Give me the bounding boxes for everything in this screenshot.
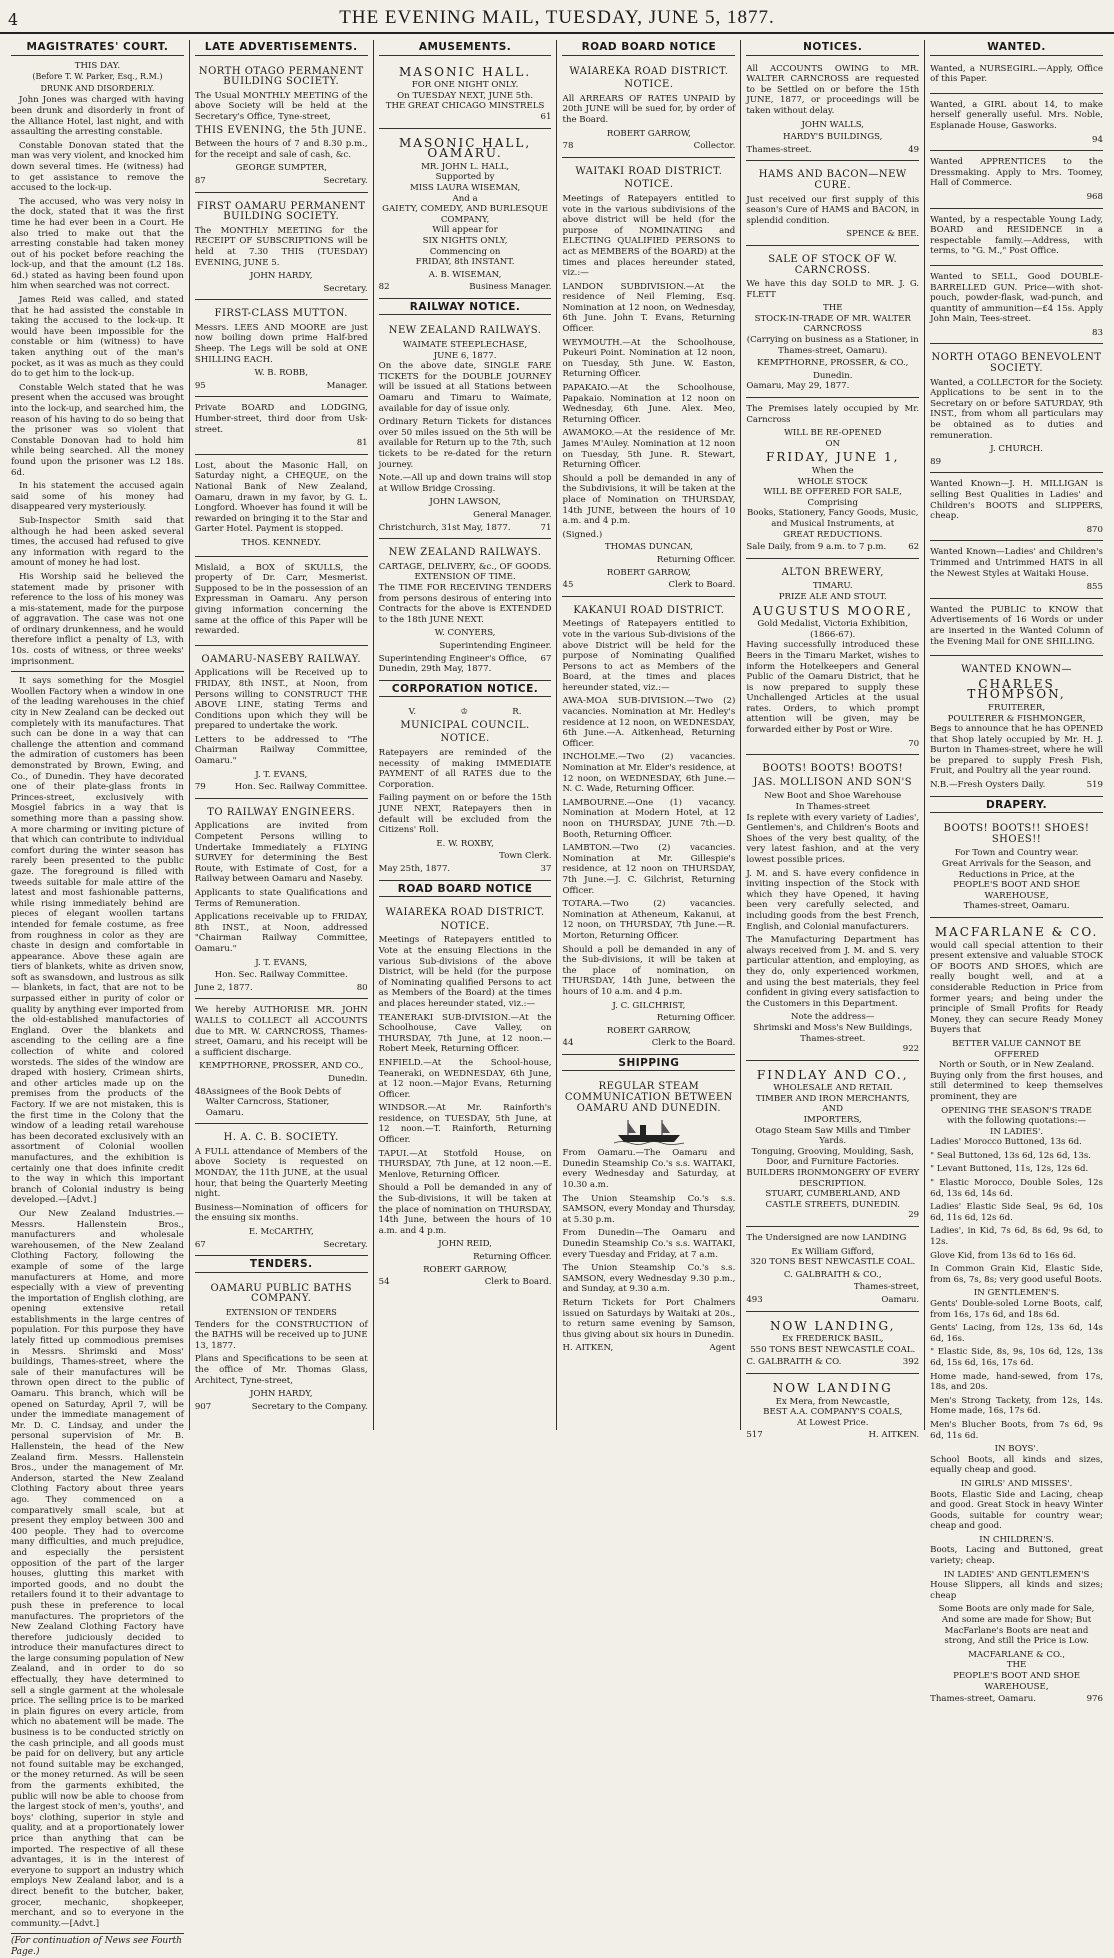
section-heading-shipping: SHIPPING [562, 1058, 735, 1072]
column-late-advertisements [189, 40, 373, 1430]
ad-girl: Wanted, a GIRL about 14, to make herself generally useful. Mrs. Noble, Esplanade House, Gasworks. 94 [930, 97, 1103, 151]
ad-waimate-steeplechase: NEW ZEALAND RAILWAYS. WAIMATE STEEPLECHASE, JUNE 6, 1877. On the above date, SINGLE FARE TICKETS for the DOUBLE JOURNEY will be issued at all Stations between Oamaru and Timaru to Waimate, available for day of issue only. Ordinary Return Tickets for distances over 50 miles issued on the 5th will be available for Return up to the 7th, such tickets to be re-dated for the return journey. Note.—All up and down trains will stop at Willow Bridge Crossing. JOHN LAWSON, General Manager. Christchurch, 31st May, 1877. 71 [379, 320, 552, 539]
ad-first-oamaru-building: FIRST OAMARU PERMANENT BUILDING SOCIETY. The MONTHLY MEETING for the RECEIPT OF SUBSCRIPTIONS will be held at 7.30 THIS (TUESDAY) EVENING, JUNE 5. JOHN HARDY, Secretary. [195, 196, 368, 301]
column-wanted [924, 40, 1108, 1705]
price-list [930, 1299, 1103, 1441]
subdivision-item: AWAMOKO.—At the residence of Mr. James M'Auley. Nomination at 12 noon on Tuesday, 5th June. R. Stewart, Returning Officer. [562, 428, 736, 471]
subdivision-item: ENFIELD.—At the School-house, Teaneraki, on WEDNESDAY, 6th June, at 12 noon.—Major Evans, Returning Officer. [378, 1057, 552, 1100]
footnote: (For continuation of News see Fourth Page.) [11, 1933, 184, 1957]
ad-steam-communication: REGULAR STEAM COMMUNICATION BETWEEN OAMARU AND DUNEDIN. From Oamaru.—The Oamaru and Dunedin Steamship Co.'s s.s. WAITAKI, every Wednesday and Saturday, at 10.30 a.m. The Union Steamship Co.'s s.s. SAMSON, every Monday and Thursday, at 5.30 p.m. From Dunedin—The Oamaru and Dunedin Steamship Co.'s s.s. WAITAKI, every Tuesday and Friday, at 7 a.m. The Union Steamship Co.'s s.s. SAMSON, every Wednesday 9.30 p.m., and Sunday, at 9.30 a.m. Return Tickets for Port Chalmers issued on Saturdays by Waitaki at 20s., to return same evening by Samson, thus giving about six hours in Dunedin. H. AITKEN, Agent [562, 1081, 736, 1354]
ad-hams-bacon: HAMS AND BACON—NEW CURE. Just received our first supply of this season's Cure of HAMS and BACON, in splendid condition. SPENCE & BEE. [746, 164, 919, 246]
price-item: Men's Blucher Boots, from 7s 6d, 9s 6d, 11s 6d. [930, 1419, 1103, 1441]
ad-board-lodging: Private BOARD and LODGING, Humber-street, third door from Usk-street. 81 [195, 400, 368, 454]
report-paragraph: Constable Welch stated that he was present when the accused was brought into the lock-up, and searched him, the reason of his having to do so being that the prisoner was so violent that Constable Donovan had to hold him while being searched. All the money found upon the prisoner was L2 18s. 6d. [11, 382, 184, 478]
ad-coal-mera: NOW LANDING Ex Mera, from Newcastle, BEST A.A. COMPANY'S COALS, At Lowest Price. 517 H. AITKEN. [746, 1380, 920, 1441]
price-item: " Seal Buttoned, 13s 6d, 12s 6d, 13s. [930, 1150, 1092, 1161]
ad-accounts-owing: All ACCOUNTS OWING to MR. WALTER CARNCROSS are requested to be Settled on or before the 15th JUNE, 1877, or proceedings will be taken without delay. JOHN WALLS, HARDY'S BUILDINGS, Thames-street. 49 [746, 61, 919, 162]
section-heading-corporation: CORPORATION NOTICE. [379, 684, 552, 698]
subdivision-item: TAPUI.—At Stotfold House, on THURSDAY, 7th June, at 12 noon.—E. Menlove, Returning Officer. [378, 1148, 552, 1180]
ad-apprentices: Wanted APPRENTICES to the Dressmaking. Apply to Mrs. Toomey, Hall of Commerce. 968 [930, 154, 1103, 208]
news-items [11, 676, 184, 1929]
section-heading: ROAD BOARD NOTICE [562, 42, 735, 56]
section-heading-tenders: TENDERS. [195, 1259, 368, 1273]
ad-alton-brewery: ALTON BREWERY, TIMARU. PRIZE ALE AND STOUT. AUGUSTUS MOORE, Gold Medalist, Victoria Exhibition, (1866-67). Having successfully introduced these Beers in the Timaru Market, wishes to inform the Hotelkeepers and General Public of the Oamaru District, that he is now prepared to supply these Unchallenged Articles at the usual rates. Orders, to which prompt attention will be given, may be forwarded either by Post or Wire. 70 [746, 562, 919, 756]
price-item: Glove Kid, from 13s 6d to 16s 6d. [930, 1250, 1076, 1261]
ad-municipal-council: V. ♔ R. MUNICIPAL COUNCIL. NOTICE. Ratepayers are reminded of the necessity of making IMMEDIATE PAYMENT of all RATES due to the Corporation. Failing payment on or before the 15th JUNE NEXT, Ratepayers then in default will be excluded from the Citizens' Roll. E. W. ROXBY, Town Clerk. May 25th, 1877. 37 [379, 702, 552, 880]
report-paragraph: James Reid was called, and stated that he had assisted the constable in taking the accused to the lock-up. It would have been impossible for the constable or him (witness) to have taken anything out of the man's pocket, as it was as much as they could do to get him to the lock-up. [11, 295, 184, 380]
ad-hacb-society: H. A. C. B. SOCIETY. A FULL attendance of Members of the above Society is requested on MONDAY, the 11th JUNE, at the usual hour, that being the Quarterly Meeting night. Business—Nomination of officers for the ensuing six months. E. McCARTHY, 67 Secretary. [195, 1127, 368, 1256]
page-number: 4 [8, 10, 19, 29]
news-paragraph: Our New Zealand Industries.—Messrs. Hallenstein Bros., manufacturers and wholesale warehousemen, of the New Zealand Clothing Factory, following the example of some of the large manufacturers at Home, and more especially with a view of preventing the importation of English clothing, are opening extensive retail establishments in the large centres of population. For this purpose they have lately fitted up commodious premises in Messrs. Shrimski and Moss' buildings, Thames-street, where the sale of their manufactures will be thrown open direct to the public of Oamaru. This branch, which will be opened on Saturday, April 7, will be under the immediate management of Mr. D. C. Lindsay, and under the personal supervision of Mr. B. Hallenstein, the head of the New Zealand firm. Messrs. Hallenstein Bros., under the management of Mr. Anderson, started the New Zealand Clothing Factory about three years ago. They commenced on a comparatively small scale, but at present they employ between 300 and 400 people. They had to overcome many difficulties, and much prejudice, and especially the persistent opposition of the part of the larger houses, glutting this market with imported goods, and no doubt the retailers found it to their advantage to push these in preference to local manufactures. The proprietors of the New Zealand Clothing Factory have therefore judiciously decided to introduce their manufactures direct to the large consuming population of New Zealand, and in order to do so effectually, they have determined to sell a single garment at the wholesale price. The selling price is to be marked in plain figures on every article, from which no abatement will be made. The business is to be conducted strictly on the cash principle, and all goods must be paid for on delivery, but any article not found suitable may be exchanged, or the money returned. As will be seen from the garments exhibited, the public will now be able to choose from the largest stock of men's, youths', and boys' clothing, superior in style and quality, and at a proportionately lower price than anything that can be imported. The respective of all these advantages, it is in the interest of everyone to support an industry which employs New Zealand labor, and is a direct benefit to the butcher, baker, grocer, mechanic, shopkeeper, merchant, and so to everyone in the community.—[Advt.] [11, 1208, 184, 1929]
ad-charles-thompson: WANTED KNOWN— CHARLES THOMPSON, FRUITERER, POULTERER & FISHMONGER, Begs to announce that he has OPENED that Shop lately occupied by Mr. H. J. Burton in Thames-street, where he will be prepared to supply Fresh Fish, Fruit, and Poultry all the year round. N.B.—Fresh Oysters Daily. 519 [930, 659, 1103, 797]
ad-mislaid-skulls: Mislaid, a BOX of SKULLS, the property of Dr. Carr, Mesmerist. Supposed to be in the possession of an Expressman in Oamaru. Any person giving information concerning the same at the office of this Paper will be rewarded. [195, 560, 368, 646]
masthead [0, 0, 1114, 34]
report-paragraph: John Jones was charged with having been drunk and disorderly in front of the Alliance Hotel, last night, and with assaulting the arresting constable. [11, 95, 184, 138]
ad-north-otago-building: NORTH OTAGO PERMANENT BUILDING SOCIETY. The Usual MONTHLY MEETING of the above Society will be held at the Secretary's Office, Tyne-street, THIS EVENING, the 5th JUNE. Between the hours of 7 and 8.30 p.m., for the receipt and sale of cash, &c. GEORGE SUMPTER, 87 Secretary. [195, 61, 368, 193]
subdivision-list [562, 696, 735, 941]
report-paragraph: The accused, who was very noisy in the dock, stated that it was the first time he had ever been in a Court. He also tried to make out that the arresting constable had taken money out of his pocket before reaching the lock-up, and that the amount (L2 18s. 6d.) stated as having been found upon him when searched was not correct. [11, 196, 184, 292]
column-road-board [556, 40, 740, 1430]
report-paragraph: His Worship said he believed the statement made by prisoner with reference to the loss of his money was a mis-statement, made for the purpose of aggravation. The case was not one of ordinary drunkenness, and he would therefore inflict a penalty of L3, with 10s. costs of witness, or three weeks' imprisonment. [11, 571, 184, 667]
subdivision-item: INCHOLME.—Two (2) vacancies. Nomination at Mr. Elder's residence, at 12 noon, on WEDNESDAY, 6th June.—N. C. Wade, Returning Officer. [562, 752, 736, 795]
before-line: (Before T. W. Parker, Esq., R.M.) [32, 72, 163, 82]
ad-gun: Wanted to SELL, Good DOUBLE-BARRELLED GUN. Price—with shot-pouch, powder-flask, wad-punch, and quantity of ammunition—£4 15s. Apply John Main, Tees-street. 83 [930, 269, 1103, 345]
divider [11, 671, 184, 672]
ad-hats: Wanted Known—Ladies' and Children's Trimmed and Untrimmed HATS in all the Newest Styles at Waitaki House. 855 [930, 544, 1103, 598]
ad-waiareka-meetings: WAIAREKA ROAD DISTRICT. NOTICE. Meetings of Ratepayers entitled to Vote at the ensuing Elections in the various Sub-divisions of the above District, will be held (for the purpose of Nominating qualified Persons to act as Members of the Board) at the times and places hereunder stated, viz.:— TEANERAKI SUB-DIVISION.—At the Schoolhouse, Cave Valley, on THURSDAY, 7th June, at 12 noon.—Robert Meek, Returning Officer. ENFIELD.—At the School-house, Teaneraki, on WEDNESDAY, 6th June, at 12 noon.—Major Evans, Returning Officer. WINDSOR.—At Mr. Rainforth's residence, on TUESDAY, 5th June, at 12 noon.—T. Rainforth, Returning Officer. TAPUI.—At Stotfold House, on THURSDAY, 7th June, at 12 noon.—E. Menlove, Returning Officer. Should a Poll be demanded in any of the Sub-divisions, it will be taken at the place of nomination on THURSDAY, 14th June, between the hours of 10 a.m. and 4 p.m. JOHN REID, Returning Officer. ROBERT GARROW, 54 Clerk to Board. [378, 907, 552, 1288]
ad-wanted-public: Wanted the PUBLIC to KNOW that Advertisements of 16 Words or under are inserted in the Wanted Column of the Evening Mail for ONE SHILLING. [930, 602, 1103, 656]
price-list [930, 1137, 1103, 1285]
steamship-icon [614, 1118, 684, 1144]
subdivision-item: WEYMOUTH.—At the Schoolhouse, Pukeuri Point. Nomination at 12 noon, on Tuesday, 5th June. W. Easton, Returning Officer. [562, 337, 736, 380]
price-item: Ladies' Elastic Side Seal, 9s 6d, 10s 6d, 11s 6d, 12s 6d. [930, 1202, 1103, 1223]
ad-public-baths: OAMARU PUBLIC BATHS COMPANY. EXTENSION OF TENDERS Tenders for the CONSTRUCTION of the BATHS will be received up to JUNE 13, 1877. Plans and Specifications to be seen at the office of Mr. Thomas Glass, Architect, Tyne-street, JOHN HARDY, 907 Secretary to the Company. [194, 1282, 368, 1412]
ad-mollison-boots: BOOTS! BOOTS! BOOTS! JAS. MOLLISON AND SON'S New Boot and Shoe Warehouse In Thames-street Is replete with every variety of Ladies', Gentlemen's, and Children's Boots and Shoes of the very best quality, of the very latest fashion, and at the very lowest possible prices. J. M. and S. have every confidence in inviting inspection of the Stock with which they have Opened, it having been very carefully selected, and including goods from the best French, English, and Colonial manufacturers. The Manufacturing Department has always received from J. M. and S. very particular attention, and employing, as they do, only experienced workmen, and using the best materials, they feel confident in giving every satisfaction to the Customers in this Department. Note the address— Shrimski and Moss's New Buildings, Thames-street. 922 [746, 758, 919, 1060]
price-item: " Levant Buttoned, 11s, 12s, 12s 6d. [930, 1164, 1089, 1175]
price-item: Ladies' Morocco Buttoned, 13s 6d. [930, 1137, 1082, 1148]
ad-coal-basil: NOW LANDING, Ex FREDERICK BASIL, 550 TONS BEST NEWCASTLE COAL. C. GALBRAITH & CO. 392 [746, 1315, 919, 1374]
this-day: THIS DAY. [74, 60, 121, 71]
price-item: " Elastic Side, 8s, 9s, 10s 6d, 12s, 13s 6d, 15s 6d, 16s, 17s 6d. [930, 1347, 1103, 1368]
ad-premises-reopened: The Premises lately occupied by Mr. Carncross WILL BE RE-OPENED ON FRIDAY, JUNE 1, When the WHOLE STOCK WILL BE OFFERED FOR SALE, Comprising Books, Stationery, Fancy Goods, Music, and Musical Instruments, at GREAT REDUCTIONS. Sale Daily, from 9 a.m. to 7 p.m. 62 [746, 401, 919, 559]
subdivision-item: TOTARA.—Two (2) vacancies. Nomination at Atheneum, Kakanui, at 12 noon, on THURSDAY, 7th June.—R. Morton, Returning Officer. [562, 899, 736, 941]
price-item: Home made, hand-sewed, from 17s, 18s, and 20s. [930, 1371, 1103, 1393]
ad-chicago-minstrels: MASONIC HALL. FOR ONE NIGHT ONLY. On TUESDAY NEXT, JUNE 5th. THE GREAT CHICAGO MINSTRELS 61 [379, 61, 552, 129]
subdivision-item: LAMBTON.—Two (2) vacancies. Nomination at Mr. Gillespie's residence, at 12 noon on THURSDAY, 7th June.—J. C. Gilchrist, Returning Officer. [562, 843, 736, 896]
report-paragraph: Constable Donovan stated that the man was very violent, and knocked him down several times. He (witness) had to get assistance to remove the accused to the lock-up. [11, 140, 184, 194]
ad-waitaki-road: WAITAKI ROAD DISTRICT. NOTICE. Meetings of Ratepayers entitled to vote in the various subdivisions of the above district will be held (for the purpose of NOMINATING and ELECTING QUALIFIED PERSONS to act as MEMBERS of the BOARD) at the times and places hereunder stated, viz.:— LANDON SUBDIVISION.—At the residence of Neil Fleming, Esq. Nomination at 12 noon, on Wednesday, 6th June. John T. Evans, Returning Officer. WEYMOUTH.—At the Schoolhouse, Pukeuri Point. Nomination at 12 noon, on Tuesday, 5th June. W. Easton, Returning Officer. PAPAKAIO.—At the Schoolhouse, Papakaio. Nomination at 12 noon on Wednesday, 6th June. Alex. Meo, Returning Officer. AWAMOKO.—At the residence of Mr. James M'Auley. Nomination at 12 noon on Tuesday, 5th June. R. Stewart, Returning Officer. Should a poll be demanded in any of the Subdivisions, it will be taken at the place of Nomination on THURSDAY, 14th JUNE, between the hours of 10 a.m. and 4 p.m. (Signed.) THOMAS DUNCAN, Returning Officer. ROBERT GARROW, 45 Clerk to Board. [562, 161, 735, 597]
ad-railway-engineers: TO RAILWAY ENGINEERS. Applications are invited from Competent Persons willing to Undertake Immediately a FLYING SURVEY for determining the Best Route, with Estimate of Cost, for a Railway between Oamaru and Naseby. Applicants to state Qualifications and Terms of Remuneration. Applications receivable up to FRIDAY, 8th INST., at Noon, addressed "Chairman Railway Committee, Oamaru." J. T. EVANS, Hon. Sec. Railway Committee. June 2, 1877. 80 [195, 802, 368, 1000]
subdivision-item: LANDON SUBDIVISION.—At the residence of Neil Fleming, Esq. Nomination at 12 noon, on Wednesday, 6th June. John T. Evans, Returning Officer. [562, 281, 736, 335]
report-paragraph: Sub-Inspector Smith said that although he had been asked several times, the accused had refused to give any information with regard to the amount of money he had lost. [11, 515, 184, 569]
ad-cartage: NEW ZEALAND RAILWAYS. CARTAGE, DELIVERY, &c., OF GOODS. EXTENSION OF TIME. The TIME FOR RECEIVING TENDERS from persons desirous of entering into Contracts for the above is EXTENDED to the 18th JUNE NEXT. W. CONYERS, Superintending Engineer. Superintending Engineer's Office, Dunedin, 29th May, 1877. 67 [379, 542, 552, 681]
ad-john-hall: MASONIC HALL, OAMARU. MR. JOHN L. HALL, Supported by MISS LAURA WISEMAN, And a GAIETY, COMEDY, AND BURLESQUE COMPANY, Will appear for SIX NIGHTS ONLY, Commencing on FRIDAY, 8th INSTANT. A. B. WISEMAN, 82 Business Manager. [379, 132, 552, 299]
ad-naseby-railway: OAMARU-NASEBY RAILWAY. Applications will be Received up to FRIDAY, 8th INST., at Noon, from Persons willing to CONSTRUCT THE ABOVE LINE, stating Terms and Conditions upon which they will be prepared to undertake the work. Letters to be addressed to "The Chairman Railway Committee, Oamaru." J. T. EVANS, 79 Hon. Sec. Railway Committee. [195, 649, 368, 799]
price-item: Ladies', in Kid, 7s 6d, 8s 6d, 9s 6d, to 12s. [930, 1226, 1103, 1248]
ad-benevolent-society: NORTH OTAGO BENEVOLENT SOCIETY. Wanted, a COLLECTOR for the Society. Applications to be sent in to the Secretary on or before SATURDAY, 9th INST., from whom all particulars may be obtained as to duties and remuneration. J. CHURCH. 89 [930, 347, 1103, 473]
newspaper-title: THE EVENING MAIL, TUESDAY, JUNE 5, 1877. [339, 7, 775, 28]
price-item: In Common Grain Kid, Elastic Side, from 6s, 7s, 8s; very good useful Boots. [930, 1264, 1103, 1285]
subdivision-item: PAPAKAIO.—At the Schoolhouse, Papakaio. Nomination at 12 noon on Wednesday, 6th June. Alex. Meo, Returning Officer. [562, 383, 736, 425]
price-item: Men's Strong Tackety, from 12s, 14s. Home made, 16s, 17s 6d. [930, 1395, 1103, 1417]
ad-kakanui-road: KAKANUI ROAD DISTRICT. Meetings of Ratepayers entitled to vote in the various Sub-divisions of the above District will be held for the purpose of Nominating Qualified Persons to act as Members of the Board, at the times and places hereunder stated, viz.:— AWA-MOA SUB-DIVISION.—Two (2) vacancies. Nomination at Mr. Hedley's residence at 12 noon, on WEDNESDAY, 6th June.—A. Aitkenhead, Returning Officer. INCHOLME.—Two (2) vacancies. Nomination at Mr. Elder's residence, at 12 noon, on WEDNESDAY, 6th June.—N. C. Wade, Returning Officer. LAMBOURNE.—One (1) vacancy. Nomination at Modern Hotel, at 12 noon on THURSDAY, JUNE 7th.—D. Booth, Returning Officer. LAMBTON.—Two (2) vacancies. Nomination at Mr. Gillespie's residence, at 12 noon on THURSDAY, 7th June.—J. C. Gilchrist, Returning Officer. TOTARA.—Two (2) vacancies. Nomination at Atheneum, Kakanui, at 12 noon, on THURSDAY, 7th June.—R. Morton, Returning Officer. Should a poll be demanded in any of the Sub-divisions, it will be taken at the place of nomination, on THURSDAY, 14th June, between the hours of 10 a.m. and 4 p.m. J. C. GILCHRIST, Returning Officer. ROBERT GARROW, 44 Clerk to the Board. [562, 600, 735, 1055]
column-magistrates-court [6, 40, 189, 1957]
subdivision-item: WINDSOR.—At Mr. Rainforth's residence, on TUESDAY, 5th June, at 12 noon.—T. Rainforth, Returning Officer. [378, 1103, 552, 1146]
section-heading: MAGISTRATES' COURT. [11, 42, 184, 56]
ad-mutton: FIRST-CLASS MUTTON. Messrs. LEES AND MOORE are just now boiling down prime Half-bred Sheep. The Legs will be sold at ONE SHILLING EACH. W. B. ROBB, 95 Manager. [195, 303, 368, 397]
ad-authorise-walls: We hereby AUTHORISE MR. JOHN WALLS to COLLECT all ACCOUNTS due to MR. W. CARNCROSS, Thames-street, Oamaru, and his receipt will be a sufficient discharge. KEMPTHORNE, PROSSER, AND CO., Dunedin. 48 Assignees of the Book Debts of Walter Carncross, Stationer, Oamaru. [195, 1002, 368, 1124]
section-heading: AMUSEMENTS. [379, 42, 552, 56]
subdivision-list [379, 1013, 552, 1181]
columns [6, 40, 1108, 1957]
ad-waiareka-arrears: WAIAREKA ROAD DISTRICT. NOTICE. All ARREARS OF RATES UNPAID by 20th JUNE will be sued for, by order of the Board. ROBERT GARROW, 78 Collector. [562, 61, 735, 158]
section-heading: LATE ADVERTISEMENTS. [195, 42, 368, 56]
price-item: " Elastic Morocco, Double Soles, 12s 6d, 13s 6d, 14s 6d. [930, 1178, 1103, 1199]
news-paragraph: It says something for the Mosgiel Woollen Factory when a window in one of the leading warehouses in the chief city in New Zealand can be decked out completely with its manufactures. That such can be done in a way that can challenge the attention and command the admiration of customers has been demonstrated by Brown, Ewing, and Co., of Dunedin. They have decorated one of their plate-glass fronts in Princes-street, exclusively with Mosgiel fabrics in a way that is something more than a passing show. A more charming or inviting picture of that which can contribute to individual comfort during the winter season has rarely been presented to the public gaze. The foreground is filled with tweeds suitable for male attire of the latest and most fashionable patterns, while rising immediately behind are pieces of elegant woollen tartans intended for female costume, as free from roughness in color as they are chaste in design and comfortable in appearance. Above these again are tiers of blankets, white as driven snow, soft as swansdown, and lustrous as silk — blankets, in fact, that are not to be surpassed either in purity of color or quality by anything ever imported from the old-established manufactories of England. Over the blankets and ascending to the ceiling are a fine collection of white and colored worsteds. The sides of the window are draped with hosiery, Crimean shirts, and other articles made up on the premises from the products of the Factory. If we are not mistaken, this is the first time in the Colony that the window of a leading retail warehouse has been decorated exclusively with an assortment of Colonial woollen manufactures, and the exhibition is certainly one that does infinite credit to the way in which this important branch of Colonial industry is being developed.—[Advt.] [11, 676, 184, 1206]
column-notices [740, 40, 924, 1441]
crest-icon: ♔ [460, 707, 469, 718]
column-amusements [373, 40, 557, 1430]
price-item: Gents' Double-soled Lorne Boots, calf, from 16s, 17s 6d, and 18s 6d. [930, 1299, 1103, 1320]
ad-nursegirl: Wanted, a NURSEGIRL.—Apply, Office of this Paper. [930, 61, 1103, 94]
ad-macfarlane: MACFARLANE & CO. would call special attention to their present extensive and valuable STOCK OF BOOTS AND SHOES, which are really bought well, and at a considerable Reduction in Price from former years; and being under the principle of Small Profits for Ready Money, they can secure Ready Money Buyers that BETTER VALUE CANNOT BE OFFERED North or South, or in New Zealand. Buying only from the first houses, and still determined to keep themselves prominent, they are OPENING THE SEASON'S TRADE with the following quotations:— IN LADIES'. Ladies' Morocco Buttoned, 13s 6d. " Seal Buttoned, 13s 6d, 12s 6d, 13s. " Levant Buttoned, 11s, 12s, 12s 6d. " Elastic Morocco, Double Soles, 12s 6d, 13s 6d, 14s 6d. Ladies' Elastic Side Seal, 9s 6d, 10s 6d, 11s 6d, 12s 6d. Ladies', in Kid, 7s 6d, 8s 6d, 9s 6d, to 12s. Glove Kid, from 13s 6d to 16s 6d. In Common Grain Kid, Elastic Side, from 6s, 7s, 8s; very good useful Boots. IN GENTLEMEN'S. Gents' Double-soled Lorne Boots, calf, from 16s, 17s 6d, and 18s 6d. Gents' Lacing, from 12s, 13s 6d, 14s 6d, 16s. " Elastic Side, 8s, 9s, 10s 6d, 12s, 13s 6d, 15s 6d, 16s, 17s 6d. Home made, hand-sewed, from 17s, 18s, and 20s. Men's Strong Tackety, from 12s, 14s. Home made, 16s, 17s 6d. Men's Blucher Boots, from 7s 6d, 9s 6d, 11s 6d. IN BOYS'. School Boots, all kinds and sizes, equally cheap and good. IN GIRLS' AND MISSES'. Boots, Elastic Side and Lacing, cheap and good. Great Stock in heavy Winter Goods, suitable for country wear; cheap and good. IN CHILDREN'S. Boots, Lacing and Buttoned, great variety; cheap. IN LADIES' AND GENTLEMEN'S House Slippers, all kinds and sizes; cheap Some Boots are only made for Sale, And some are made for Show; But MacFarlane's Boots are neat and strong, And still the Price is Low. MACFARLANE & CO., THE PEOPLE'S BOOT AND SHOE WAREHOUSE, Thames-street, Oamaru. 976 [930, 925, 1103, 1705]
ad-peoples-boot: BOOTS! BOOTS!! SHOES! SHOES!! For Town and Country wear. Great Arrivals for the Season, and Reductions in Price, at the PEOPLE'S BOOT AND SHOE WAREHOUSE, Thames-street, Oamaru. [930, 818, 1103, 918]
section-heading-road-board: ROAD BOARD NOTICE [379, 884, 552, 898]
ad-findlay: FINDLAY AND CO., WHOLESALE AND RETAIL TIMBER AND IRON MERCHANTS, AND IMPORTERS, Otago Steam Saw Mills and Timber Yards. Tonguing, Grooving, Moulding, Sash, Door, and Furniture Factories. BUILDERS IRONMONGERY OF EVERY DESCRIPTION. STUART, CUMBERLAND, AND CASTLE STREETS, DUNEDIN. 29 [746, 1064, 919, 1227]
price-item: Gents' Lacing, from 12s, 13s 6d, 14s 6d, 16s. [930, 1323, 1103, 1344]
report-paragraph: In his statement the accused again said some of his money had disappeared very mysteriously. [11, 481, 184, 513]
subdivision-list [562, 282, 735, 471]
section-heading-railway: RAILWAY NOTICE. [379, 302, 552, 316]
ad-milligan: Wanted Known—J. H. MILLIGAN is selling Best Qualities in Ladies' and Children's BOOTS and SLIPPERS, cheap. 870 [930, 476, 1103, 541]
subdivision-item: TEANERAKI SUB-DIVISION.—At the Schoolhouse, Cave Valley, on THURSDAY, 7th June, at 12 noon.—Robert Meek, Returning Officer. [378, 1012, 552, 1055]
section-heading-drapery: DRAPERY. [930, 800, 1103, 814]
subdivision-item: AWA-MOA SUB-DIVISION.—Two (2) vacancies. Nomination at Mr. Hedley's residence at 12 noon, on WEDNESDAY, 6th June.—A. Aitkenhead, Returning Officer. [562, 696, 736, 749]
section-heading: WANTED. [930, 42, 1103, 56]
ad-coal-gifford: The Undersigned are now LANDING Ex William Gifford, 320 TONS BEST NEWCASTLE COAL. C. GALBRAITH & CO., Thames-street, 493 Oamaru. [746, 1230, 919, 1312]
section-heading: NOTICES. [746, 42, 919, 56]
ad-lost-cheque: Lost, about the Masonic Hall, on Saturday night, a CHEQUE, on the National Bank of New Zealand, Oamaru, drawn in my favor, by G. L. Longford. Whoever has found it will be rewarded on bringing it to the Star and Garter Hotel. Payment is stopped. THOS. KENNEDY. [195, 458, 368, 557]
court-report [11, 95, 184, 667]
case-title: DRUNK AND DISORDERLY. [40, 83, 155, 93]
ad-sale-of-stock: SALE OF STOCK OF W. CARNCROSS. We have this day SOLD to MR. J. G. FLETT THE STOCK-IN-TRADE OF MR. WALTER CARNCROSS (Carrying on business as a Stationer, in Thames-street, Oamaru). KEMPTHORNE, PROSSER, & CO., Dunedin. Oamaru, May 29, 1877. [746, 249, 919, 398]
ad-board-residence: Wanted, by a respectable Young Lady, BOARD and RESIDENCE in a respectable family.—Address, with terms, to "G. M.," Post Office. [930, 212, 1103, 266]
subdivision-item: LAMBOURNE.—One (1) vacancy. Nomination at Modern Hotel, at 12 noon on THURSDAY, JUNE 7th.—D. Booth, Returning Officer. [562, 797, 736, 840]
